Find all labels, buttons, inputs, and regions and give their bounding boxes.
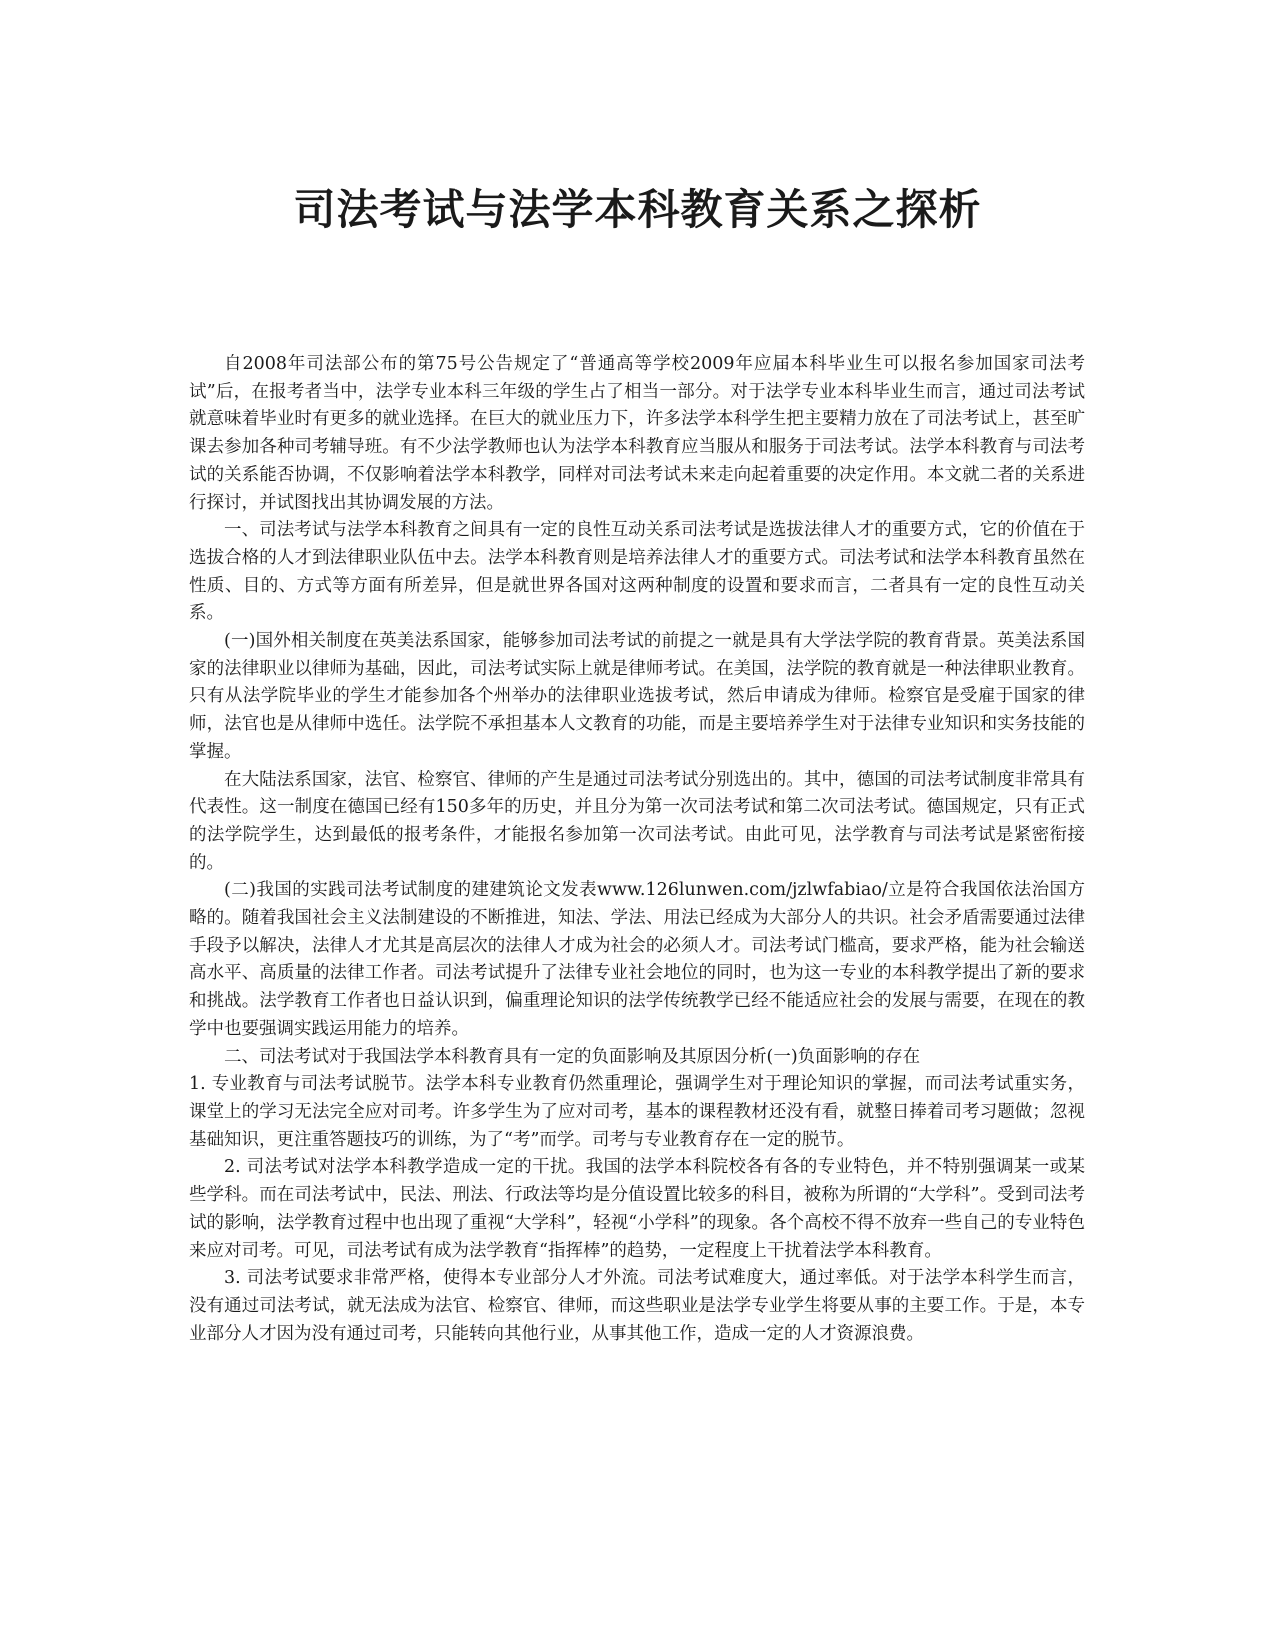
paragraph-point-1: 1. 专业教育与司法考试脱节。法学本科专业教育仍然重理论，强调学生对于理论知识的掌握，而司法考试重实务，课堂上的学习无法完全应对司考。许多学生为了应对司考，基本的课程教材还没有看，就整日捧着司考习题做；忽视基础知识，更注重答题技巧的训练，为了“考”而学。司考与专业教育存在一定的脱节。	[189, 1074, 1085, 1150]
document-body	[189, 351, 1085, 1348]
paragraph-foreign-systems: (一)国外相关制度在英美法系国家，能够参加司法考试的前提之一就是具有大学法学院的教育背景。英美法系国家的法律职业以律师为基础，因此，司法考试实际上就是律师考试。在美国，法学院的教育就是一种法律职业教育。只有从法学院毕业的学生才能参加各个州举办的法律职业选拔考试，然后申请成为律师。检察官是受雇于国家的律师，法官也是从律师中选任。法学院不承担基本人文教育的功能，而是主要培养学生对于法律专业知识和实务技能的掌握。	[189, 631, 1085, 762]
paragraph-section-1: 一、司法考试与法学本科教育之间具有一定的良性互动关系司法考试是选拔法律人才的重要方式，它的价值在于选拔合格的人才到法律职业队伍中去。法学本科教育则是培养法律人才的重要方式。司法考试和法学本科教育虽然在性质、目的、方式等方面有所差异，但是就世界各国对这两种制度的设置和要求而言，二者具有一定的良性互动关系。	[189, 520, 1085, 624]
paragraph-point-2: 2. 司法考试对法学本科教学造成一定的干扰。我国的法学本科院校各有各的专业特色，并不特别强调某一或某些学科。而在司法考试中，民法、刑法、行政法等均是分值设置比较多的科目，被称为所谓的“大学科”。受到司法考试的影响，法学教育过程中也出现了重视“大学科”，轻视“小学科”的现象。各个高校不得不放弃一些自己的专业特色来应对司考。可见，司法考试有成为法学教育“指挥棒”的趋势，一定程度上干扰着法学本科教育。	[189, 1157, 1085, 1261]
paragraph-civil-law-countries: 在大陆法系国家，法官、检察官、律师的产生是通过司法考试分别选出的。其中，德国的司法考试制度非常具有代表性。这一制度在德国已经有150多年的历史，并且分为第一次司法考试和第二次司法考试。德国规定，只有正式的法学院学生，达到最低的报考条件，才能报名参加第一次司法考试。由此可见，法学教育与司法考试是紧密衔接的。	[189, 769, 1085, 873]
document-title: 司法考试与法学本科教育关系之探析	[293, 185, 982, 234]
paragraph-point-3: 3. 司法考试要求非常严格，使得本专业部分人才外流。司法考试难度大，通过率低。对于法学本科学生而言，没有通过司法考试，就无法成为法官、检察官、律师，而这些职业是法学专业学生将要从事的主要工作。于是，本专业部分人才因为没有通过司考，只能转向其他行业，从事其他工作，造成一定的人才资源浪费。	[189, 1268, 1085, 1344]
paragraph-china-practice: (二)我国的实践司法考试制度的建建筑论文发表www.126lunwen.com/jzlwfabiao/立是符合我国依法治国方略的。随着我国社会主义法制建设的不断推进，知法、学法、用法已经成为大部分人的共识。社会矛盾需要通过法律手段予以解决，法律人才尤其是高层次的法律人才成为社会的必须人才。司法考试门槛高，要求严格，能为社会输送高水平、高质量的法律工作者。司法考试提升了法律专业社会地位的同时，也为这一专业的本科教学提出了新的要求和挑战。法学教育工作者也日益认识到，偏重理论知识的法学传统教学已经不能适应社会的发展与需要，在现在的教学中也要强调实践运用能力的培养。	[189, 880, 1085, 1039]
paragraph-section-2-heading: 二、司法考试对于我国法学本科教育具有一定的负面影响及其原因分析(一)负面影响的存在	[224, 1046, 921, 1067]
paragraph-intro: 自2008年司法部公布的第75号公告规定了“普通高等学校2009年应届本科毕业生可以报名参加国家司法考试”后，在报考者当中，法学专业本科三年级的学生占了相当一部分。对于法学专业本科毕业生而言，通过司法考试就意味着毕业时有更多的就业选择。在巨大的就业压力下，许多法学本科学生把主要精力放在了司法考试上，甚至旷课去参加各种司考辅导班。有不少法学教师也认为法学本科教育应当服从和服务于司法考试。法学本科教育与司法考试的关系能否协调，不仅影响着法学本科教学，同样对司法考试未来走向起着重要的决定作用。本文就二者的关系进行探讨，并试图找出其协调发展的方法。	[189, 354, 1085, 513]
